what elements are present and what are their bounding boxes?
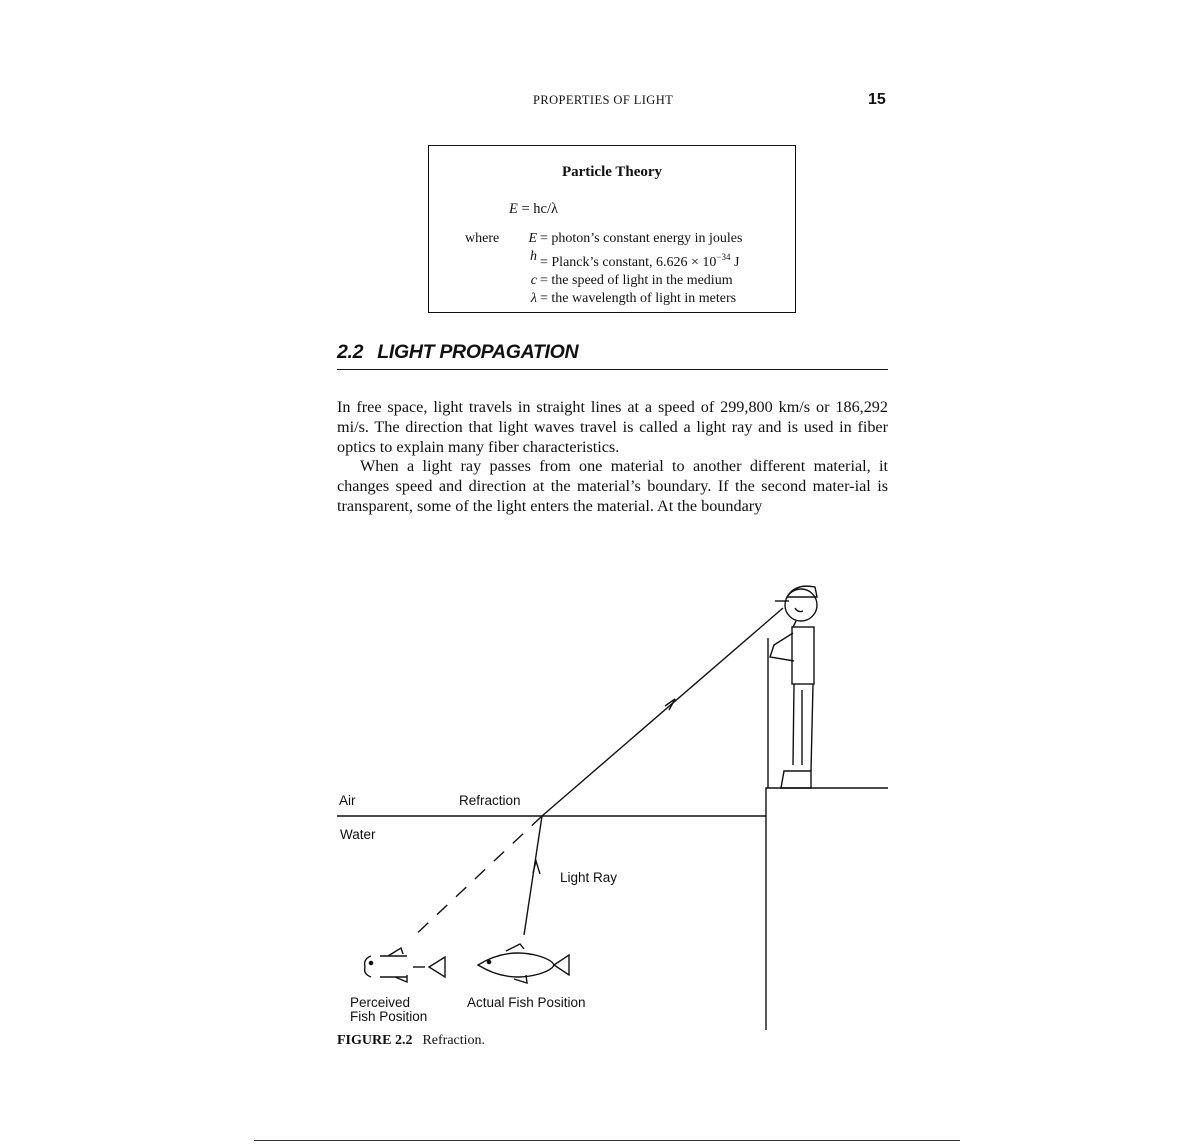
definition-text: = photon’s constant energy in joules — [540, 231, 743, 246]
refraction-label: Refraction — [459, 793, 521, 808]
definition-lead: where — [465, 231, 500, 246]
definition-text: = the wavelength of light in meters — [540, 291, 737, 306]
definitions-list — [465, 230, 742, 308]
actual-fish-icon — [478, 944, 569, 983]
definition-lead — [465, 290, 511, 308]
actual-fish-label: Actual Fish Position — [467, 995, 586, 1010]
perceived-label-line-2: Fish Position — [350, 1009, 428, 1024]
figure-caption — [337, 1033, 485, 1049]
definition-text: = Planck’s constant, $6.626 \times 10^{-34}$ J — [540, 252, 740, 270]
shore-bank — [766, 788, 888, 1030]
refraction-figure — [337, 575, 892, 1030]
definition-text: = the speed of light in the medium — [540, 273, 733, 288]
light-ray-label: Light Ray — [560, 870, 618, 885]
page-bottom-edge — [254, 1140, 960, 1141]
definition-row — [465, 272, 742, 290]
observer-person-icon — [768, 586, 817, 788]
caption-text: Refraction. — [422, 1033, 486, 1048]
formula-rhs: = hc/λ — [521, 201, 559, 217]
formula-lhs: E — [509, 201, 518, 217]
box-formula — [509, 201, 558, 218]
body-paragraph: In free space, light travels in straight lines at a speed of 299,800 km/s or 186,292 mi/s. The direction that light waves travel is called a light ray and is used in fiber optics to explain many fiber characteristics. — [337, 398, 888, 456]
exponent: −34 — [716, 252, 731, 262]
light-ray-water — [524, 816, 542, 935]
body-paragraph: When a light ray passes from one material to another different material, it changes speed and direction at the material’s boundary. If the second mater-ial is transparent, some of the light enters the material. At the boundary — [337, 457, 888, 515]
definition-row — [465, 230, 742, 248]
section-title: LIGHT PROPAGATION — [377, 341, 579, 363]
section-number: 2.2 — [337, 341, 364, 363]
running-head: PROPERTIES OF LIGHT — [533, 93, 674, 107]
definition-row — [465, 290, 742, 308]
definition-row — [465, 248, 742, 272]
section-heading — [337, 341, 578, 364]
caption-number: FIGURE 2.2 — [337, 1033, 413, 1048]
section-rule — [337, 369, 888, 370]
perceived-label: Perceived — [350, 995, 411, 1010]
definition-var: λ — [530, 291, 537, 306]
definition-var: c — [530, 273, 537, 288]
particle-theory-box — [428, 145, 796, 313]
perceived-line-dashed — [411, 816, 542, 939]
air-label: Air — [339, 793, 356, 808]
box-title: Particle Theory — [561, 164, 663, 180]
definition-lead — [465, 248, 511, 272]
refracted-ray-air — [542, 608, 783, 816]
perceived-fish-icon — [365, 948, 445, 982]
water-label: Water — [340, 827, 376, 842]
definition-lead — [465, 272, 511, 290]
page-number: 15 — [868, 91, 886, 108]
definition-var: E — [528, 231, 537, 246]
definition-var: h — [530, 249, 537, 264]
